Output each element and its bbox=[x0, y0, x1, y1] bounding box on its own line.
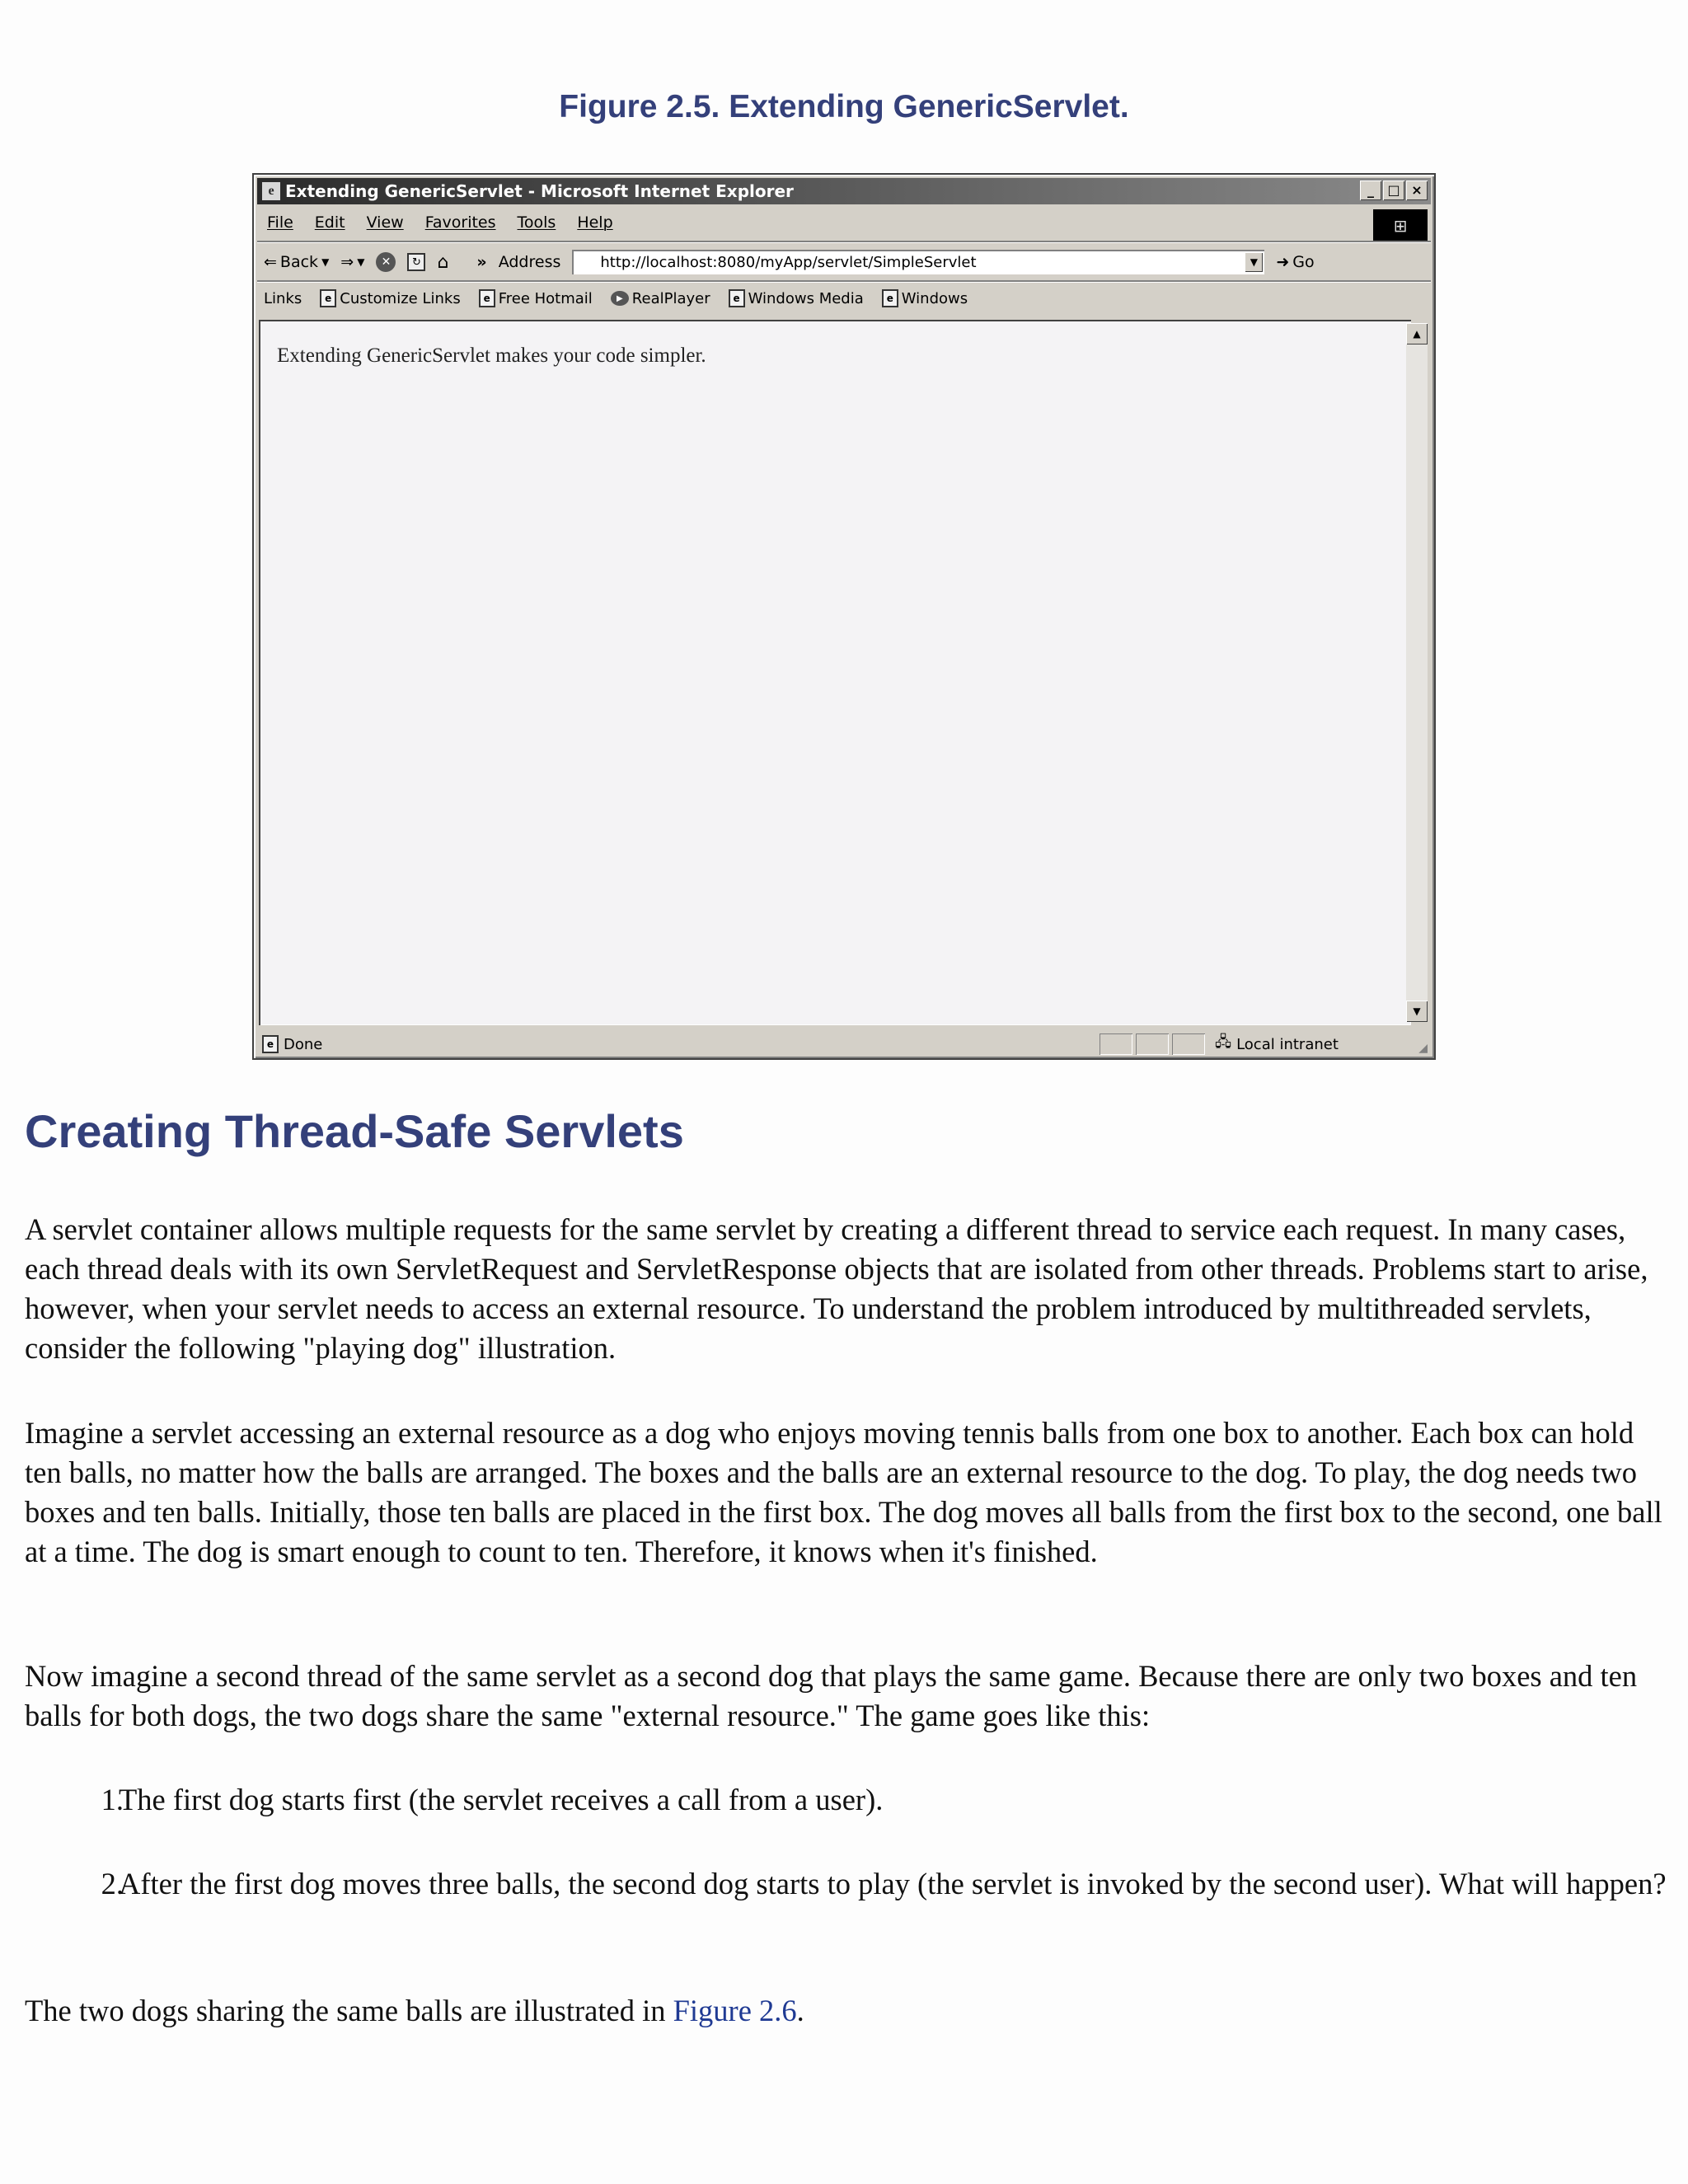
ie-logo-icon: e bbox=[262, 182, 280, 200]
link-label: Windows Media bbox=[748, 289, 864, 307]
status-panel bbox=[1100, 1033, 1132, 1055]
minimize-button[interactable]: _ bbox=[1360, 180, 1381, 200]
status-done bbox=[262, 1035, 322, 1053]
menu-tools[interactable]: Tools bbox=[517, 213, 556, 232]
menu-view[interactable]: View bbox=[366, 213, 404, 232]
links-bar bbox=[259, 284, 1429, 313]
go-label: Go bbox=[1292, 253, 1315, 271]
closing-paragraph bbox=[25, 1991, 1665, 2031]
link-realplayer[interactable] bbox=[611, 290, 710, 307]
list-text: After the first dog moves three balls, the second dog starts to play (the servlet is invoked by the second user). What will happen? bbox=[119, 1867, 1667, 1900]
list-number: 1. bbox=[101, 1783, 124, 1816]
address-input[interactable] bbox=[572, 250, 1264, 274]
status-text: Done bbox=[284, 1035, 323, 1053]
refresh-icon[interactable]: ↻ bbox=[407, 253, 425, 271]
status-bar bbox=[259, 1032, 1429, 1057]
link-free-hotmail[interactable] bbox=[479, 289, 593, 307]
chevron-down-icon: ▼ bbox=[357, 256, 365, 268]
status-panel bbox=[1172, 1033, 1205, 1055]
page-content-area bbox=[259, 320, 1411, 1025]
figure-link[interactable]: Figure 2.6 bbox=[673, 1994, 797, 2027]
toolbar bbox=[259, 246, 1429, 279]
intranet-icon: 🖧 bbox=[1215, 1033, 1232, 1051]
address-dropdown-icon[interactable]: ▼ bbox=[1245, 252, 1263, 272]
link-customize-links[interactable] bbox=[320, 289, 460, 307]
window-titlebar bbox=[257, 178, 1431, 204]
address-value: http://localhost:8080/myApp/servlet/SimpleServlet bbox=[600, 253, 977, 271]
maximize-button[interactable]: □ bbox=[1383, 180, 1404, 200]
link-label: RealPlayer bbox=[631, 289, 710, 307]
window-title: Extending GenericServlet - Microsoft Internet Explorer bbox=[285, 181, 794, 201]
link-label: Windows bbox=[901, 289, 968, 307]
scroll-up-icon[interactable]: ▲ bbox=[1406, 323, 1428, 344]
list-number: 2. bbox=[101, 1867, 124, 1900]
status-zone bbox=[1215, 1033, 1339, 1055]
page-message: Extending GenericServlet makes your code simpler. bbox=[277, 344, 706, 367]
browser-window-screenshot bbox=[252, 173, 1436, 1060]
menu-bar bbox=[259, 209, 1429, 236]
page-icon: e bbox=[882, 289, 898, 307]
link-label: Customize Links bbox=[340, 289, 461, 307]
figure-caption: Figure 2.5. Extending GenericServlet. bbox=[559, 89, 1129, 124]
back-button[interactable] bbox=[264, 253, 329, 271]
windows-logo-icon: ⊞ bbox=[1373, 209, 1428, 242]
paragraph: Imagine a servlet accessing an external resource as a dog who enjoys moving tennis balls from one box to another. Each box can hold ten balls, no matter how the balls are arranged. The boxes and the balls are an external resource to the dog. To play, the dog needs two boxes and ten balls. Initially, those ten balls are placed in the first box. The dog moves all balls from the first box to the second, one ball at a time. The dog is smart enough to count to ten. Therefore, it knows when it's finished. bbox=[25, 1416, 1662, 1568]
forward-arrow-icon: ⇒ bbox=[340, 253, 354, 271]
back-label: Back bbox=[279, 253, 319, 271]
menu-help[interactable]: Help bbox=[577, 213, 613, 232]
more-chevron-icon[interactable]: » bbox=[476, 253, 487, 271]
close-button[interactable]: × bbox=[1406, 180, 1428, 200]
zone-label: Local intranet bbox=[1236, 1035, 1339, 1053]
section-title: Creating Thread-Safe Servlets bbox=[25, 1105, 684, 1157]
list-text: The first dog starts first (the servlet receives a call from a user). bbox=[119, 1783, 884, 1816]
resize-grip-icon[interactable]: ◢ bbox=[1418, 1042, 1428, 1055]
chevron-down-icon: ▼ bbox=[321, 256, 330, 268]
menu-favorites[interactable]: Favorites bbox=[424, 213, 496, 232]
home-icon[interactable]: ⌂ bbox=[437, 251, 449, 273]
link-windows-media[interactable] bbox=[729, 289, 864, 307]
page-icon: e bbox=[479, 289, 495, 307]
forward-button[interactable] bbox=[340, 253, 364, 271]
status-panel bbox=[1136, 1033, 1169, 1055]
page-icon: e bbox=[320, 289, 336, 307]
menu-edit[interactable]: Edit bbox=[314, 213, 345, 232]
link-windows[interactable] bbox=[882, 289, 968, 307]
vertical-scrollbar[interactable] bbox=[1406, 323, 1428, 1022]
stop-icon[interactable]: ✕ bbox=[376, 252, 396, 272]
paragraph: A servlet container allows multiple requests for the same servlet by creating a different thread to service each request. In many cases, each thread deals with its own ServletRequest and ServletResponse objects that are isolated from other threads. Problems start to arise, however, when your servlet needs to access an external resource. To understand the problem introduced by multithreaded servlets, consider the following "playing dog" illustration. bbox=[25, 1212, 1648, 1365]
address-label: Address bbox=[498, 253, 561, 271]
links-label: Links bbox=[264, 289, 302, 307]
link-label: Free Hotmail bbox=[498, 289, 593, 307]
back-arrow-icon: ⇐ bbox=[264, 253, 277, 271]
go-arrow-icon: ➜ bbox=[1276, 253, 1290, 271]
paragraph: Now imagine a second thread of the same servlet as a second dog that plays the same game. Because there are only two boxes and ten balls for both dogs, the two dogs share the same "external resource." The game goes like this: bbox=[25, 1659, 1638, 1732]
scroll-down-icon[interactable]: ▼ bbox=[1406, 1001, 1428, 1022]
go-button[interactable] bbox=[1276, 253, 1314, 271]
menu-file[interactable]: File bbox=[267, 213, 293, 232]
realplayer-icon: ▶ bbox=[611, 291, 629, 306]
page-icon: e bbox=[262, 1035, 279, 1053]
closing-text: The two dogs sharing the same balls are illustrated in bbox=[25, 1994, 673, 2027]
closing-period: . bbox=[796, 1994, 804, 2027]
page-icon: e bbox=[729, 289, 745, 307]
